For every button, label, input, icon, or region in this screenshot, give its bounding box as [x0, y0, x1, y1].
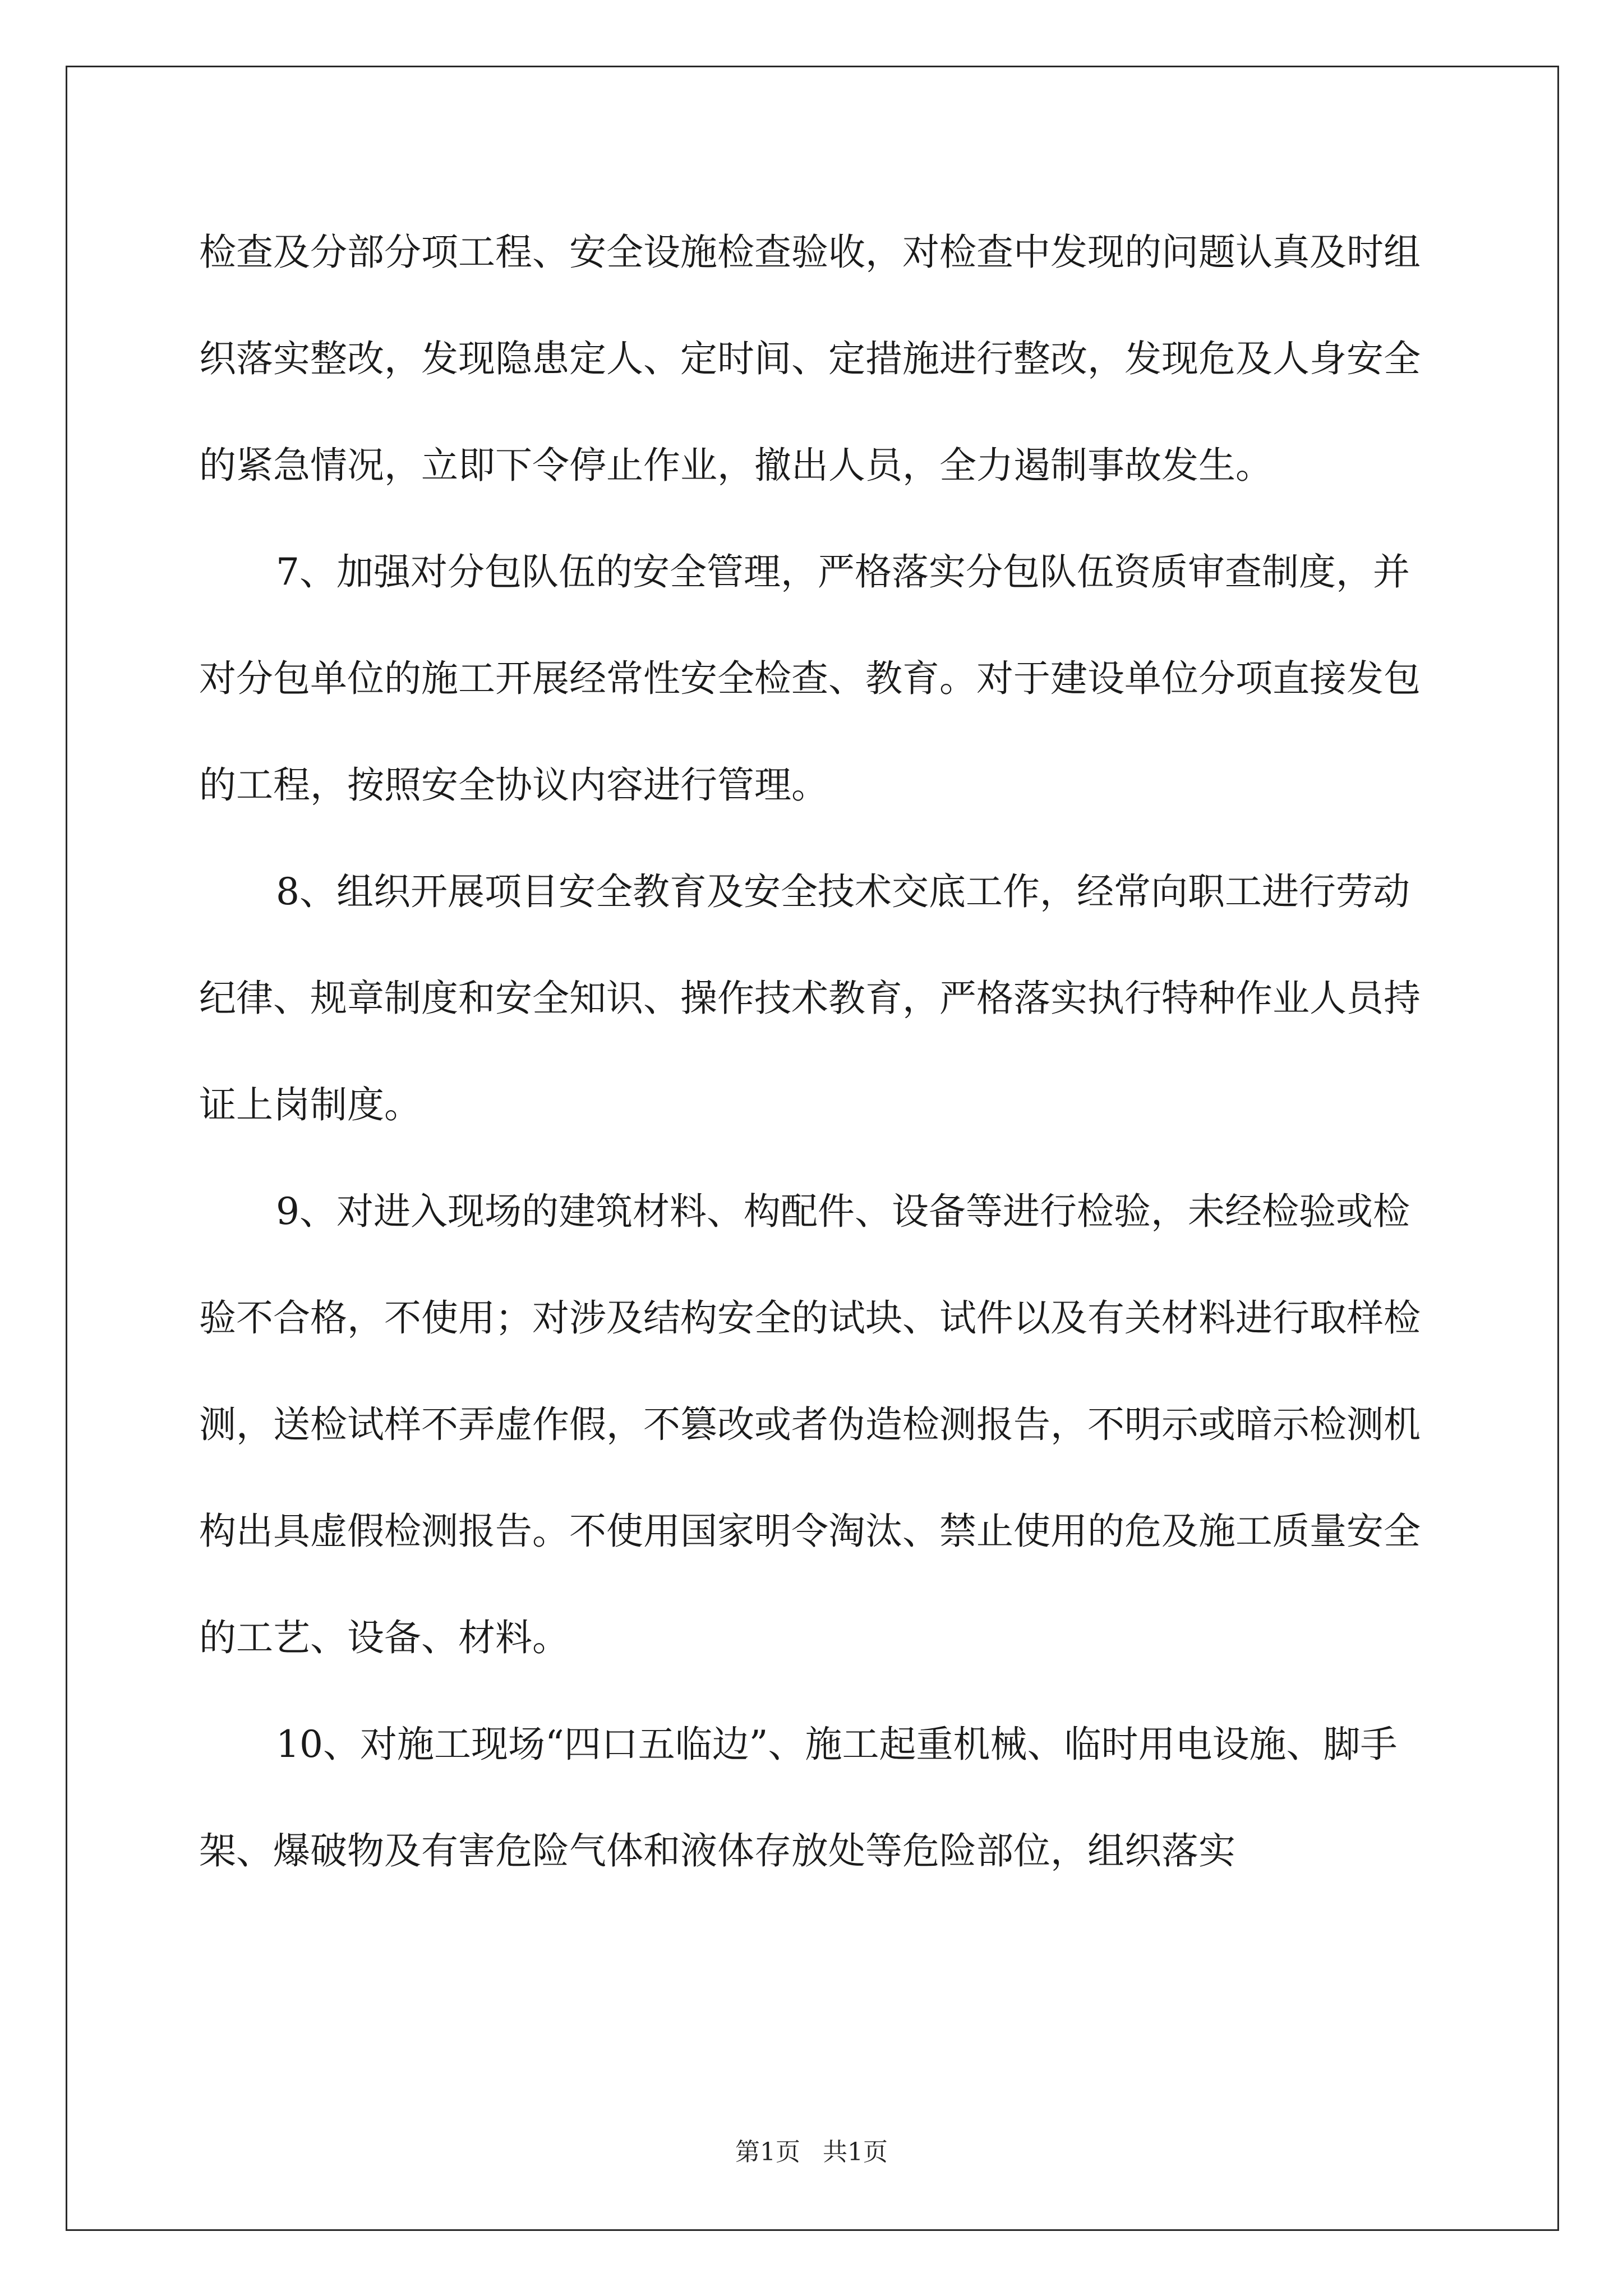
paragraph-continuation: 检查及分部分项工程、安全设施检查验收，对检查中发现的问题认真及时组织落实整改，发现隐患定人、定时间、定措施进行整改，发现危及人身安全的紧急情况，立即下令停止作业，撤出人员，全力遏制事故发生。 — [199, 231, 1421, 487]
paragraph-item-7: 7、加强对分包队伍的安全管理，严格落实分包队伍资质审查制度，并对分包单位的施工开展经常性安全检查、教育。对于建设单位分项直接发包的工程，按照安全协议内容进行管理。 — [199, 550, 1421, 807]
page-number: 第1页 — [735, 2138, 800, 2166]
paragraph-item-9: 9、对进入现场的建筑材料、构配件、设备等进行检验，未经检验或检验不合格，不使用；对涉及结构安全的试块、试件以及有关材料进行取样检测，送检试样不弄虚作假，不篡改或者伪造检测报告，不明示或暗示检测机构出具虚假检测报告。不使用国家明令淘汰、禁止使用的危及施工质量安全的工艺、设备、材料。 — [199, 1190, 1421, 1659]
paragraph-item-8: 8、组织开展项目安全教育及安全技术交底工作，经常向职工进行劳动纪律、规章制度和安全知识、操作技术教育，严格落实执行特种作业人员持证上岗制度。 — [199, 870, 1421, 1126]
document-body — [199, 199, 1433, 1904]
page-footer — [0, 2132, 1623, 2168]
paragraph-item-10: 10、对施工现场“四口五临边”、施工起重机械、临时用电设施、脚手架、爆破物及有害危险气体和液体存放处等危险部位，组织落实 — [199, 1723, 1398, 1872]
page-total: 共1页 — [823, 2138, 888, 2166]
